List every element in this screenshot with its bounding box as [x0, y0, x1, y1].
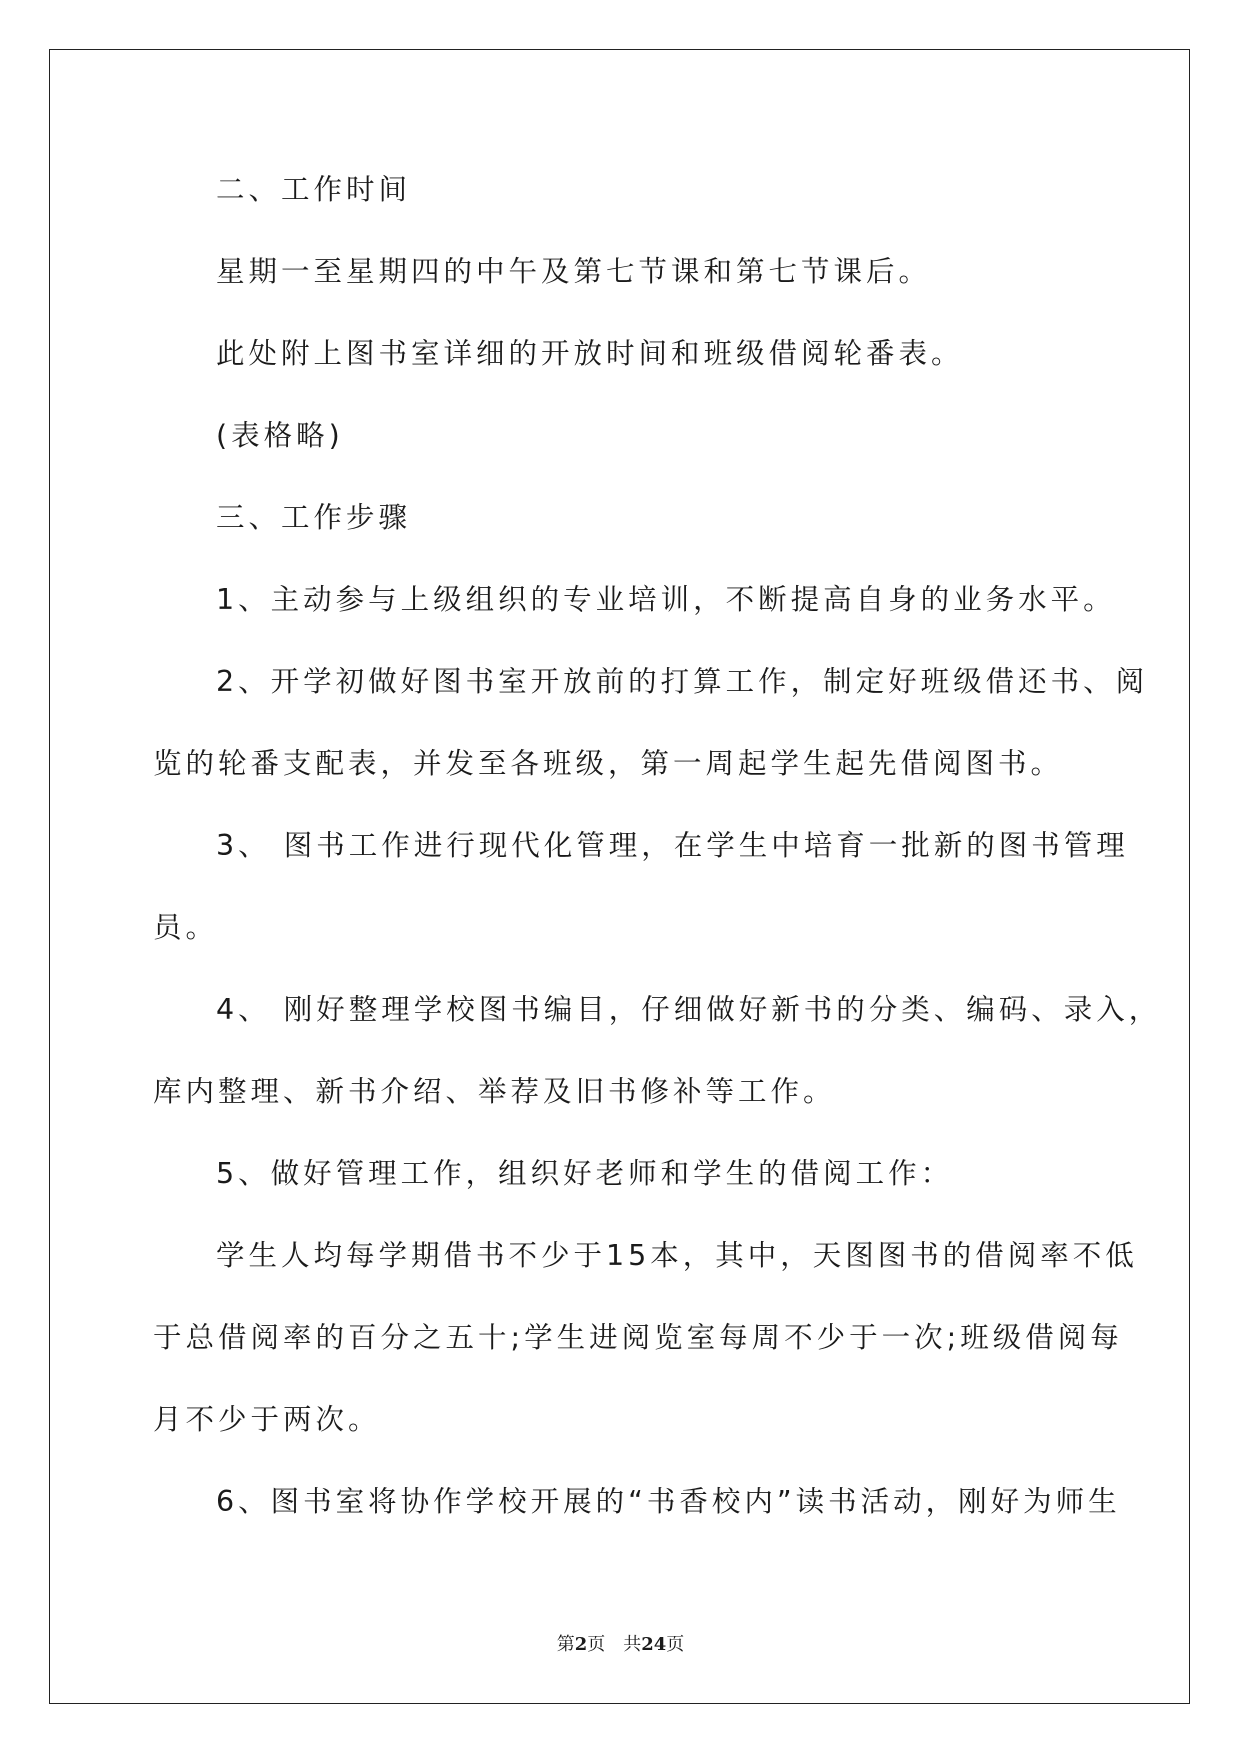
paragraph-line: 2、开学初做好图书室开放前的打算工作，制定好班级借还书、阅 [216, 665, 1149, 698]
footer-page-suffix: 页 [666, 1634, 685, 1655]
section-heading-work-steps: 三、工作步骤 [216, 501, 412, 534]
footer-page-total: 24 [641, 1634, 667, 1655]
paragraph-line: 6、图书室将协作学校开展的“书香校内”读书活动，刚好为师生 [216, 1485, 1121, 1518]
footer-page-mid: 页 共 [587, 1634, 642, 1655]
paragraph-line: 库内整理、新书介绍、举荐及旧书修补等工作。 [153, 1075, 836, 1108]
paragraph-line: 此处附上图书室详细的开放时间和班级借阅轮番表。 [216, 337, 964, 370]
paragraph-line: 览的轮番支配表，并发至各班级，第一周起学生起先借阅图书。 [153, 747, 1064, 780]
footer-page-prefix: 第 [556, 1634, 575, 1655]
paragraph-line: (表格略) [216, 419, 344, 452]
paragraph-line: 5、做好管理工作，组织好老师和学生的借阅工作： [216, 1157, 954, 1190]
paragraph-line: 员。 [153, 911, 219, 944]
section-heading-work-time: 二、工作时间 [216, 173, 412, 206]
footer-page-current: 2 [574, 1634, 588, 1655]
paragraph-line: 学生人均每学期借书不少于15本，其中，天图图书的借阅率不低 [216, 1239, 1138, 1272]
paragraph-line: 4、 刚好整理学校图书编目，仔细做好新书的分类、编码、录入， [216, 993, 1162, 1026]
paragraph-line: 月不少于两次。 [153, 1403, 381, 1436]
paragraph-line: 1、主动参与上级组织的专业培训，不断提高自身的业务水平。 [216, 583, 1116, 616]
paragraph-line: 于总借阅率的百分之五十;学生进阅览室每周不少于一次;班级借阅每 [153, 1321, 1123, 1354]
paragraph-line: 星期一至星期四的中午及第七节课和第七节课后。 [216, 255, 932, 288]
page-footer [0, 1630, 1241, 1656]
page-border [49, 49, 1190, 1704]
paragraph-line: 3、 图书工作进行现代化管理，在学生中培育一批新的图书管理 [216, 829, 1129, 862]
